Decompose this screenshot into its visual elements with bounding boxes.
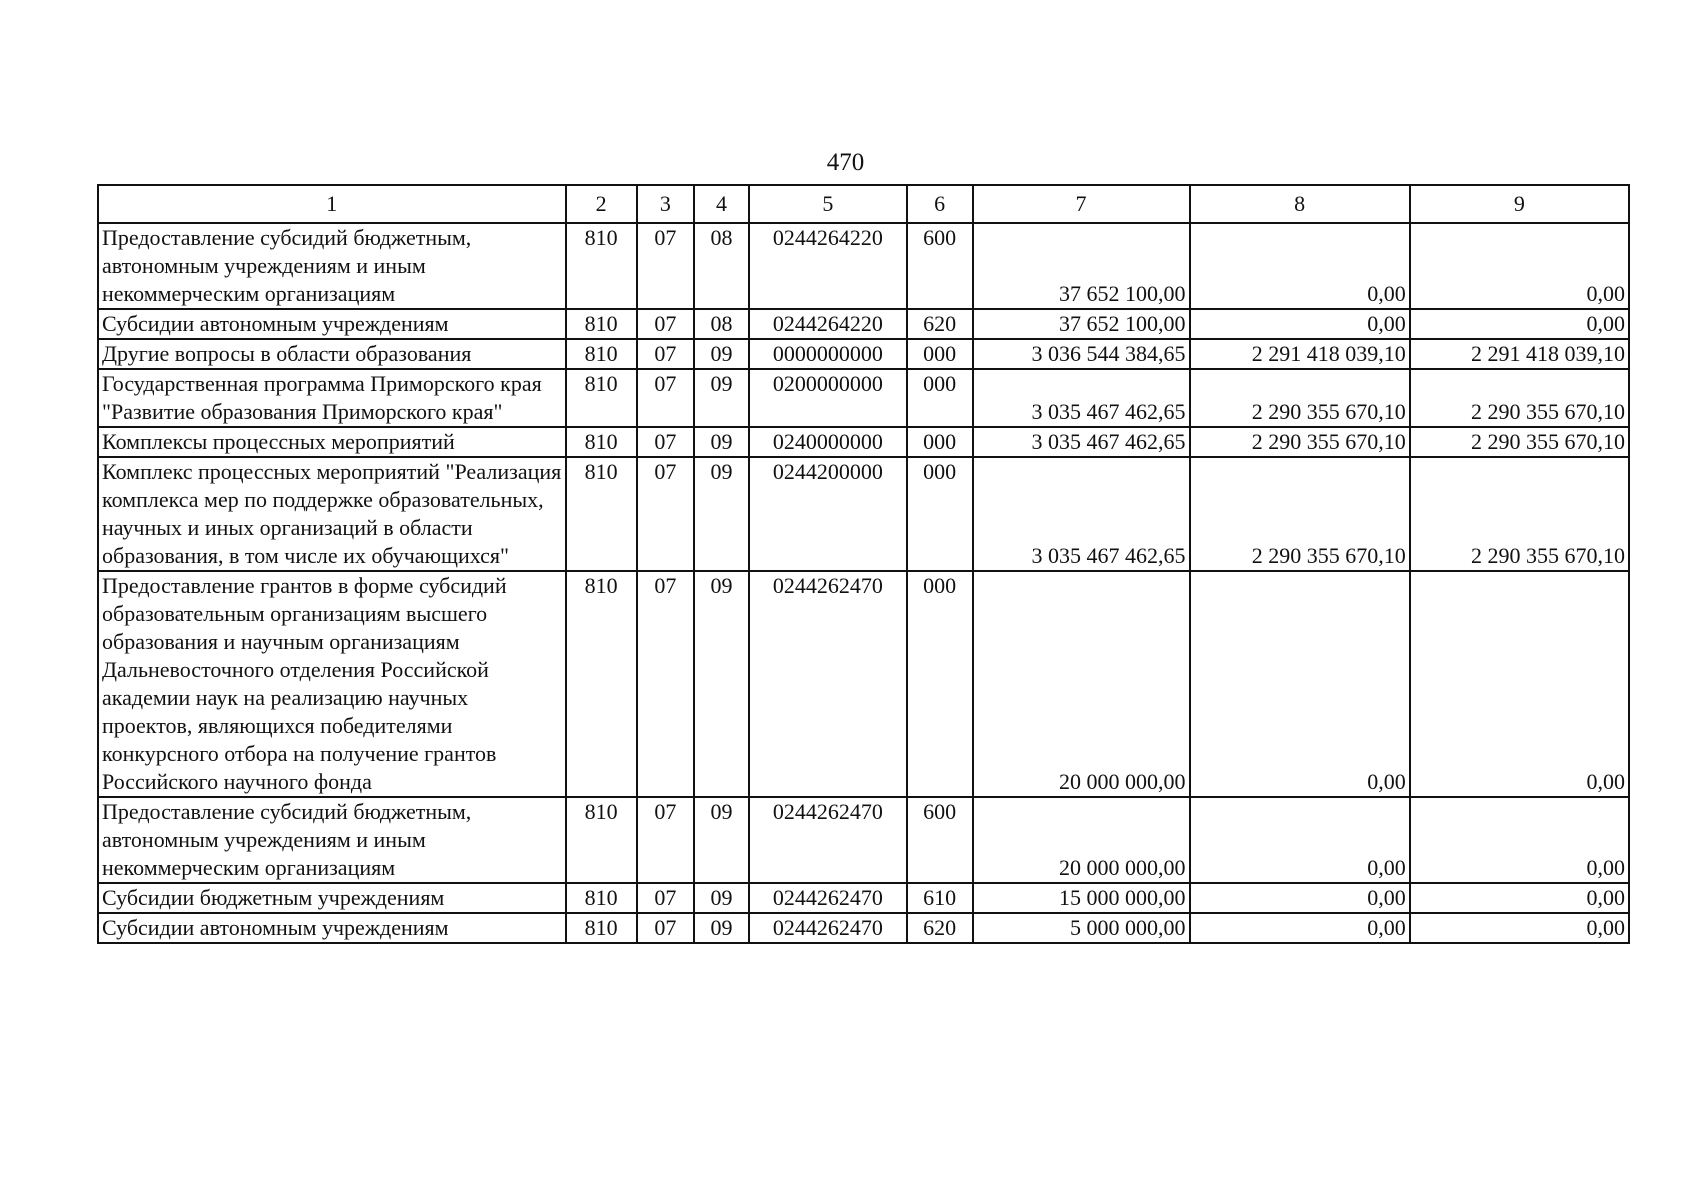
cell-code: 0244262470	[749, 883, 907, 913]
cell-amount: 0,00	[1190, 571, 1410, 797]
cell-code: 09	[694, 571, 749, 797]
cell-code: 0244264220	[749, 223, 907, 309]
cell-amount: 20 000 000,00	[973, 797, 1190, 883]
cell-amount: 37 652 100,00	[973, 223, 1190, 309]
row-name: Предоставление субсидий бюджетным, автономным учреждениям и иным некоммерческим организациям	[98, 797, 566, 883]
table-row	[98, 883, 1629, 913]
column-header: 2	[566, 185, 637, 223]
row-name: Комплексы процессных мероприятий	[98, 427, 566, 457]
table-row	[98, 571, 1629, 797]
cell-code: 07	[637, 309, 694, 339]
row-name: Государственная программа Приморского края "Развитие образования Приморского края"	[98, 369, 566, 427]
cell-code: 0244262470	[749, 571, 907, 797]
cell-code: 0244264220	[749, 309, 907, 339]
cell-code: 09	[694, 369, 749, 427]
cell-amount: 37 652 100,00	[973, 309, 1190, 339]
cell-amount: 2 290 355 670,10	[1190, 369, 1410, 427]
cell-amount: 2 290 355 670,10	[1410, 427, 1629, 457]
column-header: 4	[694, 185, 749, 223]
cell-code: 000	[907, 457, 973, 571]
cell-code: 09	[694, 339, 749, 369]
row-name: Предоставление субсидий бюджетным, автономным учреждениям и иным некоммерческим организациям	[98, 223, 566, 309]
cell-code: 810	[566, 571, 637, 797]
cell-code: 07	[637, 883, 694, 913]
cell-amount: 5 000 000,00	[973, 913, 1190, 943]
table-row	[98, 797, 1629, 883]
header-row	[98, 185, 1629, 223]
cell-code: 09	[694, 883, 749, 913]
cell-code: 810	[566, 457, 637, 571]
table-row	[98, 339, 1629, 369]
cell-code: 0200000000	[749, 369, 907, 427]
cell-code: 810	[566, 427, 637, 457]
table-row	[98, 913, 1629, 943]
cell-code: 0244262470	[749, 913, 907, 943]
cell-code: 09	[694, 457, 749, 571]
cell-amount: 0,00	[1410, 883, 1629, 913]
cell-amount: 3 035 467 462,65	[973, 457, 1190, 571]
column-header: 7	[973, 185, 1190, 223]
cell-code: 810	[566, 309, 637, 339]
cell-amount: 3 035 467 462,65	[973, 369, 1190, 427]
cell-amount: 0,00	[1410, 571, 1629, 797]
column-header: 9	[1410, 185, 1629, 223]
table-row	[98, 223, 1629, 309]
cell-code: 0000000000	[749, 339, 907, 369]
row-name: Предоставление грантов в форме субсидий образовательным организациям высшего образования и научным организациям Дальневосточного отделения Российской академии наук на реализацию научных проектов, являющихся победителями конкурсного отбора на получение грантов Российского научного фонда	[98, 571, 566, 797]
budget-table	[97, 184, 1630, 944]
cell-code: 810	[566, 883, 637, 913]
cell-amount: 15 000 000,00	[973, 883, 1190, 913]
column-header: 3	[637, 185, 694, 223]
cell-code: 000	[907, 369, 973, 427]
cell-code: 000	[907, 571, 973, 797]
cell-code: 07	[637, 369, 694, 427]
table-row	[98, 369, 1629, 427]
row-name: Комплекс процессных мероприятий "Реализация комплекса мер по поддержке образовательных, научных и иных организаций в области образования, в том числе их обучающихся"	[98, 457, 566, 571]
table-row	[98, 427, 1629, 457]
column-header: 1	[98, 185, 566, 223]
cell-code: 810	[566, 369, 637, 427]
cell-code: 07	[637, 571, 694, 797]
cell-amount: 0,00	[1190, 223, 1410, 309]
cell-code: 0244200000	[749, 457, 907, 571]
cell-code: 810	[566, 913, 637, 943]
cell-amount: 0,00	[1410, 797, 1629, 883]
cell-code: 000	[907, 427, 973, 457]
cell-amount: 2 290 355 670,10	[1190, 457, 1410, 571]
cell-amount: 0,00	[1190, 883, 1410, 913]
cell-amount: 0,00	[1410, 913, 1629, 943]
cell-code: 600	[907, 223, 973, 309]
cell-code: 08	[694, 309, 749, 339]
cell-code: 600	[907, 797, 973, 883]
table-row	[98, 457, 1629, 571]
cell-code: 09	[694, 427, 749, 457]
cell-amount: 0,00	[1190, 309, 1410, 339]
cell-amount: 2 290 355 670,10	[1410, 369, 1629, 427]
cell-code: 810	[566, 223, 637, 309]
page-number: 470	[826, 149, 865, 176]
cell-amount: 0,00	[1190, 797, 1410, 883]
cell-amount: 3 036 544 384,65	[973, 339, 1190, 369]
cell-amount: 0,00	[1410, 223, 1629, 309]
table-row	[98, 309, 1629, 339]
cell-code: 07	[637, 797, 694, 883]
cell-amount: 0,00	[1410, 309, 1629, 339]
row-name: Субсидии автономным учреждениям	[98, 913, 566, 943]
row-name: Субсидии бюджетным учреждениям	[98, 883, 566, 913]
cell-code: 07	[637, 913, 694, 943]
column-header: 5	[749, 185, 907, 223]
cell-amount: 2 291 418 039,10	[1190, 339, 1410, 369]
row-name: Субсидии автономным учреждениям	[98, 309, 566, 339]
cell-code: 08	[694, 223, 749, 309]
cell-code: 09	[694, 797, 749, 883]
row-name: Другие вопросы в области образования	[98, 339, 566, 369]
cell-code: 09	[694, 913, 749, 943]
cell-code: 610	[907, 883, 973, 913]
cell-code: 620	[907, 309, 973, 339]
cell-code: 0240000000	[749, 427, 907, 457]
cell-code: 810	[566, 797, 637, 883]
column-header: 6	[907, 185, 973, 223]
cell-amount: 2 291 418 039,10	[1410, 339, 1629, 369]
cell-code: 0244262470	[749, 797, 907, 883]
cell-amount: 0,00	[1190, 913, 1410, 943]
cell-code: 07	[637, 457, 694, 571]
cell-amount: 20 000 000,00	[973, 571, 1190, 797]
cell-amount: 2 290 355 670,10	[1190, 427, 1410, 457]
cell-amount: 2 290 355 670,10	[1410, 457, 1629, 571]
cell-code: 620	[907, 913, 973, 943]
cell-code: 000	[907, 339, 973, 369]
cell-code: 07	[637, 339, 694, 369]
cell-code: 07	[637, 427, 694, 457]
cell-code: 810	[566, 339, 637, 369]
cell-code: 07	[637, 223, 694, 309]
column-header: 8	[1190, 185, 1410, 223]
cell-amount: 3 035 467 462,65	[973, 427, 1190, 457]
